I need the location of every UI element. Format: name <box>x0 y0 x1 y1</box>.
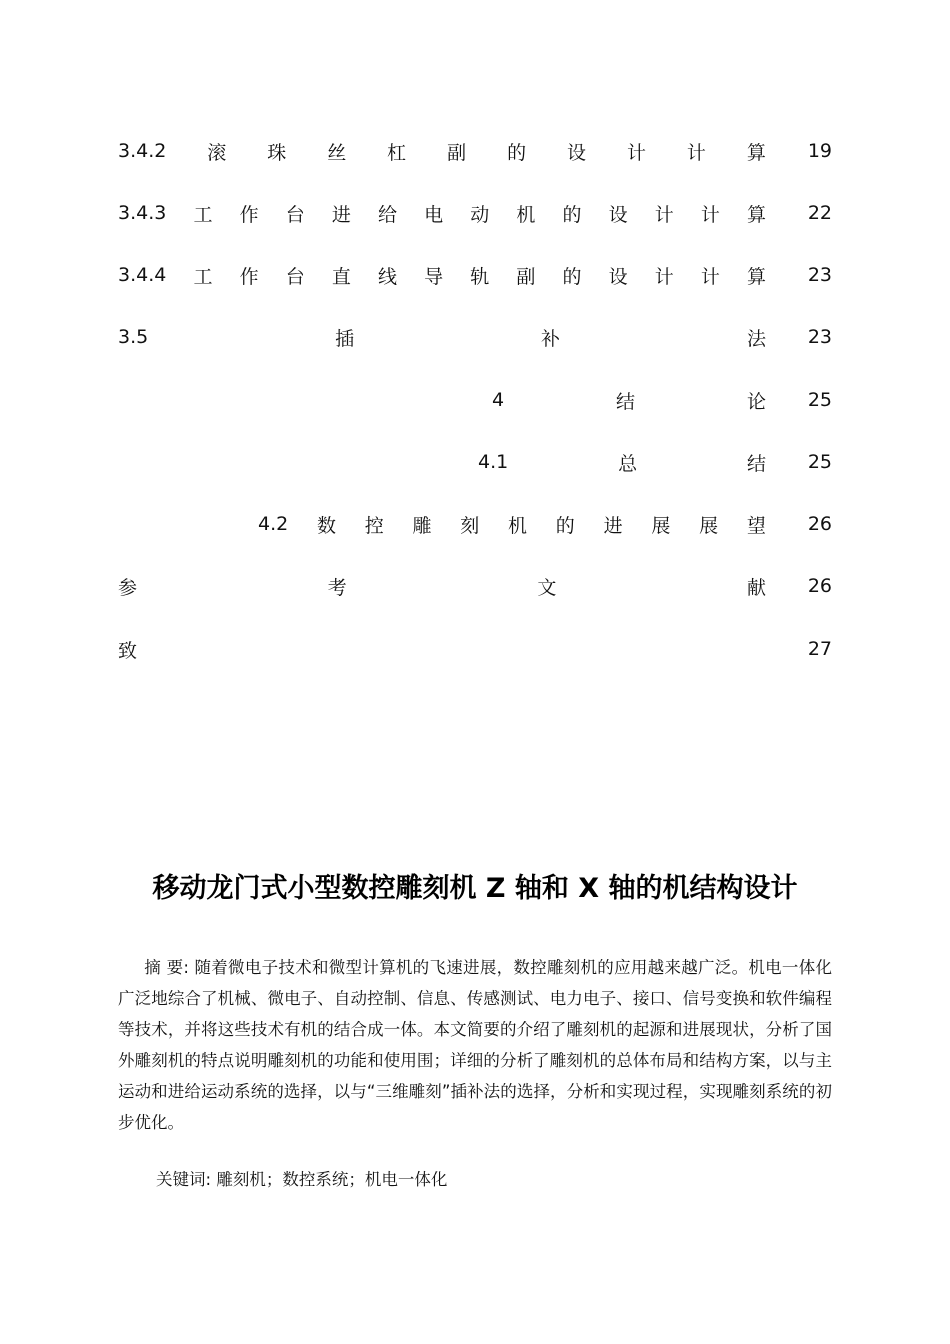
toc-entry-text: 致 <box>118 639 138 662</box>
toc-entry-text: 副 <box>516 265 536 288</box>
toc-entry[interactable] <box>118 385 832 415</box>
toc-entry-text: 结 <box>616 390 636 413</box>
toc-entry[interactable] <box>118 509 832 539</box>
toc-entry-page: 23 <box>807 264 832 286</box>
toc-entry-text: 计 <box>700 203 720 226</box>
toc-entry-text: 计 <box>654 203 674 226</box>
toc-entry-title <box>118 324 766 351</box>
toc-entry-page: 26 <box>807 575 832 597</box>
toc-entry-text: 献 <box>746 576 766 599</box>
toc-entry[interactable] <box>118 260 832 290</box>
toc-entry-text: 滚 <box>207 141 227 164</box>
toc-entry-text: 设 <box>608 265 628 288</box>
toc-entry-title <box>118 138 766 165</box>
toc-entry-page: 27 <box>807 638 832 660</box>
toc-entry-title <box>118 636 766 663</box>
toc-entry-title <box>118 573 766 600</box>
toc-entry[interactable] <box>118 447 832 477</box>
toc-entry-text: 计 <box>686 141 706 164</box>
toc-entry-text: 台 <box>285 265 305 288</box>
abstract-text: 随着微电子技术和微型计算机的飞速进展，数控雕刻机的应用越来越广泛。机电一体化广泛地综合了机械、微电子、自动控制、信息、传感测试、电力电子、接口、信号变换和软件编程等技术，并将这些技术有机的结合成一体。本文简要的介绍了雕刻机的起源和进展现状，分析了国外雕刻机的特点说明雕刻机的功能和使用围；详细的分析了雕刻机的总体布局和结构方案，以与主运动和进给运动系统的选择，以与“三维雕刻”插补法的选择，分析和实现过程，实现雕刻系统的初步优化。 <box>118 958 833 1132</box>
keywords-line <box>156 1166 447 1190</box>
toc-entry-text: 法 <box>746 327 766 350</box>
toc-entry-text: 杠 <box>387 141 407 164</box>
toc-entry-text: 设 <box>567 141 587 164</box>
toc-entry-text: 直 <box>331 265 351 288</box>
toc-entry-text: 雕 <box>412 514 432 537</box>
toc-entry-text: 的 <box>562 203 582 226</box>
toc-entry-text: 4 <box>492 389 505 411</box>
toc-entry-text: 3.4.3 <box>118 202 167 224</box>
toc-entry-text: 的 <box>507 141 527 164</box>
toc-entry-text: 结 <box>746 452 766 475</box>
toc-entry-text: 的 <box>562 265 582 288</box>
toc-entry-text: 设 <box>608 203 628 226</box>
toc-entry-text: 论 <box>746 390 766 413</box>
toc-entry-text: 工 <box>193 265 213 288</box>
toc-entry-text: 台 <box>285 203 305 226</box>
toc-entry-title <box>492 387 766 414</box>
toc-entry-text: 总 <box>618 452 638 475</box>
toc-entry-text: 机 <box>516 203 536 226</box>
toc-entry-text: 参 <box>118 576 138 599</box>
toc-entry-text: 插 <box>335 327 355 350</box>
toc-entry[interactable] <box>118 571 832 601</box>
toc-entry-text: 4.1 <box>478 451 509 473</box>
toc-entry-text: 考 <box>327 576 347 599</box>
keywords-text: 雕刻机；数控系统；机电一体化 <box>216 1170 448 1189</box>
toc-entry-text: 刻 <box>460 514 480 537</box>
toc-entry-text: 珠 <box>267 141 287 164</box>
toc-entry-title <box>118 200 766 227</box>
toc-entry-text: 数 <box>316 514 336 537</box>
toc-entry-text: 的 <box>555 514 575 537</box>
toc-entry-text: 电 <box>424 203 444 226</box>
toc-entry-title <box>478 449 766 476</box>
toc-entry[interactable] <box>118 198 832 228</box>
toc-entry-page: 23 <box>807 326 832 348</box>
abstract-paragraph <box>118 952 832 1138</box>
toc-entry-text: 计 <box>654 265 674 288</box>
toc-entry-page: 25 <box>807 451 832 473</box>
toc-entry-page: 25 <box>807 389 832 411</box>
toc-entry-text: 望 <box>746 514 766 537</box>
toc-entry-text: 工 <box>193 203 213 226</box>
toc-entry-text: 展 <box>699 514 719 537</box>
toc-entry[interactable] <box>118 634 832 664</box>
toc-entry-title <box>258 511 766 538</box>
toc-entry-text: 进 <box>603 514 623 537</box>
toc-entry-text: 作 <box>239 203 259 226</box>
toc-entry-text: 计 <box>700 265 720 288</box>
toc-entry-text: 导 <box>424 265 444 288</box>
toc-entry-text: 算 <box>746 141 766 164</box>
toc-entry-text: 动 <box>470 203 490 226</box>
toc-entry-text: 进 <box>331 203 351 226</box>
toc-entry-text: 3.5 <box>118 326 149 348</box>
toc-entry-page: 19 <box>807 140 832 162</box>
toc-entry-text: 机 <box>508 514 528 537</box>
toc-entry-text: 计 <box>626 141 646 164</box>
toc-entry-title <box>118 262 766 289</box>
paper-title: 移动龙门式小型数控雕刻机 Z 轴和 X 轴的机结构设计 <box>152 873 798 904</box>
toc-entry-text: 3.4.4 <box>118 264 167 286</box>
toc-entry-text: 4.2 <box>258 513 289 535</box>
toc-entry-text: 文 <box>537 576 557 599</box>
keywords-label: 关键词: <box>156 1170 212 1189</box>
toc-entry-text: 副 <box>447 141 467 164</box>
toc-entry-text: 给 <box>377 203 397 226</box>
toc-entry-text: 展 <box>651 514 671 537</box>
toc-entry-text: 作 <box>239 265 259 288</box>
toc-entry-text: 3.4.2 <box>118 140 167 162</box>
toc-entry-page: 26 <box>807 513 832 535</box>
toc-entry-text: 补 <box>541 327 561 350</box>
toc-entry-text: 线 <box>377 265 397 288</box>
toc-entry-page: 22 <box>807 202 832 224</box>
toc-entry-text: 算 <box>746 265 766 288</box>
toc-entry-text: 丝 <box>327 141 347 164</box>
toc-entry[interactable] <box>118 322 832 352</box>
toc-entry-text: 轨 <box>470 265 490 288</box>
toc-entry-text: 控 <box>364 514 384 537</box>
toc-entry-text: 算 <box>746 203 766 226</box>
abstract-label: 摘 要: <box>144 958 189 977</box>
toc-entry[interactable] <box>118 136 832 166</box>
